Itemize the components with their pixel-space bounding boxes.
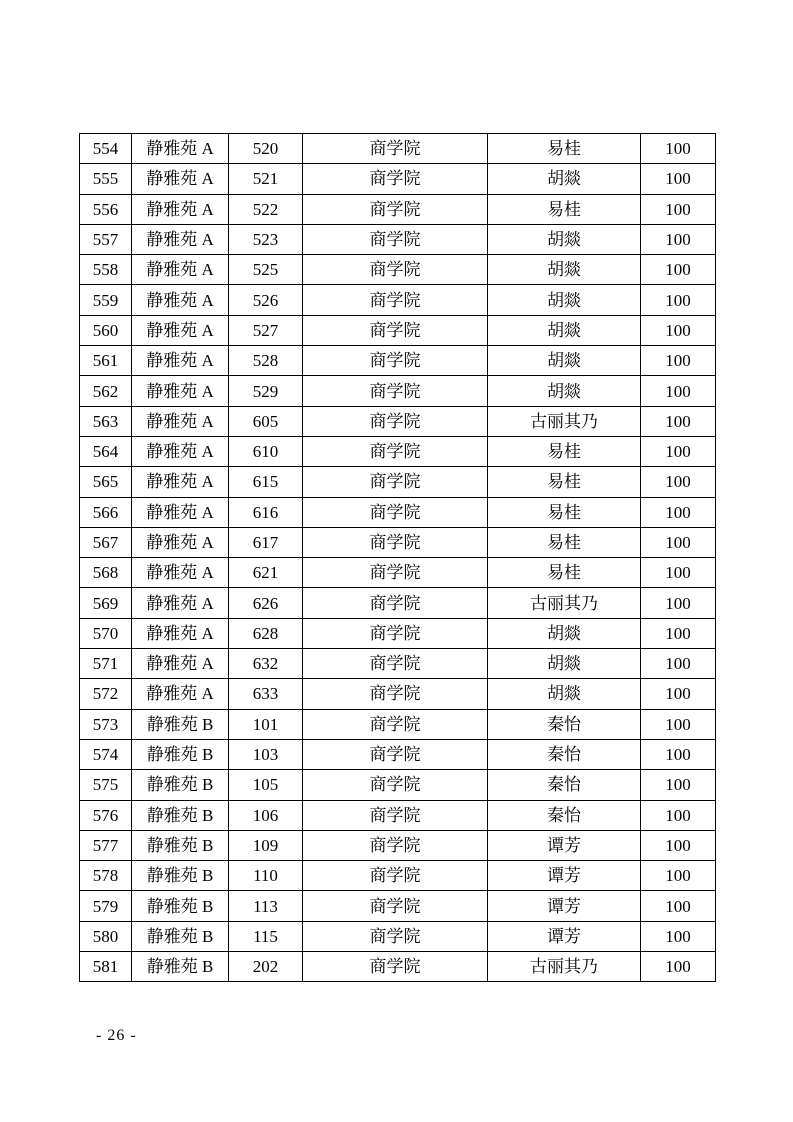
room-number-cell: 113: [229, 891, 303, 921]
score-cell: 100: [641, 679, 716, 709]
table-body: [80, 134, 716, 982]
room-number-cell: 523: [229, 224, 303, 254]
row-number-cell: 571: [80, 649, 132, 679]
building-cell: 静雅苑 A: [132, 346, 229, 376]
room-number-cell: 617: [229, 527, 303, 557]
table-row: [80, 952, 716, 982]
row-number-cell: 578: [80, 861, 132, 891]
row-number-cell: 565: [80, 467, 132, 497]
score-cell: 100: [641, 436, 716, 466]
score-cell: 100: [641, 255, 716, 285]
table-row: [80, 588, 716, 618]
inspector-cell: 易桂: [488, 467, 641, 497]
college-cell: 商学院: [303, 406, 488, 436]
row-number-cell: 556: [80, 194, 132, 224]
building-cell: 静雅苑 A: [132, 255, 229, 285]
row-number-cell: 579: [80, 891, 132, 921]
room-number-cell: 527: [229, 315, 303, 345]
college-cell: 商学院: [303, 285, 488, 315]
table-row: [80, 467, 716, 497]
inspector-cell: 易桂: [488, 134, 641, 164]
score-cell: 100: [641, 800, 716, 830]
room-number-cell: 628: [229, 618, 303, 648]
inspector-cell: 胡燚: [488, 164, 641, 194]
inspection-table: [79, 133, 716, 982]
inspector-cell: 胡燚: [488, 679, 641, 709]
college-cell: 商学院: [303, 558, 488, 588]
table-row: [80, 709, 716, 739]
room-number-cell: 633: [229, 679, 303, 709]
building-cell: 静雅苑 A: [132, 649, 229, 679]
building-cell: 静雅苑 A: [132, 406, 229, 436]
inspector-cell: 易桂: [488, 527, 641, 557]
room-number-cell: 621: [229, 558, 303, 588]
row-number-cell: 574: [80, 739, 132, 769]
table-row: [80, 891, 716, 921]
inspector-cell: 谭芳: [488, 861, 641, 891]
building-cell: 静雅苑 A: [132, 224, 229, 254]
inspector-cell: 胡燚: [488, 255, 641, 285]
table-row: [80, 861, 716, 891]
inspector-cell: 胡燚: [488, 649, 641, 679]
table-row: [80, 194, 716, 224]
inspector-cell: 胡燚: [488, 346, 641, 376]
inspector-cell: 秦怡: [488, 770, 641, 800]
inspector-cell: 古丽其乃: [488, 952, 641, 982]
room-number-cell: 109: [229, 830, 303, 860]
room-number-cell: 615: [229, 467, 303, 497]
room-number-cell: 610: [229, 436, 303, 466]
college-cell: 商学院: [303, 861, 488, 891]
room-number-cell: 520: [229, 134, 303, 164]
table-row: [80, 830, 716, 860]
college-cell: 商学院: [303, 709, 488, 739]
score-cell: 100: [641, 376, 716, 406]
row-number-cell: 558: [80, 255, 132, 285]
score-cell: 100: [641, 618, 716, 648]
room-number-cell: 529: [229, 376, 303, 406]
table-row: [80, 618, 716, 648]
college-cell: 商学院: [303, 800, 488, 830]
row-number-cell: 559: [80, 285, 132, 315]
score-cell: 100: [641, 861, 716, 891]
score-cell: 100: [641, 224, 716, 254]
building-cell: 静雅苑 B: [132, 952, 229, 982]
building-cell: 静雅苑 A: [132, 285, 229, 315]
row-number-cell: 561: [80, 346, 132, 376]
table-row: [80, 527, 716, 557]
building-cell: 静雅苑 A: [132, 527, 229, 557]
row-number-cell: 580: [80, 921, 132, 951]
row-number-cell: 576: [80, 800, 132, 830]
score-cell: 100: [641, 497, 716, 527]
table-row: [80, 921, 716, 951]
table-row: [80, 800, 716, 830]
college-cell: 商学院: [303, 891, 488, 921]
room-number-cell: 522: [229, 194, 303, 224]
building-cell: 静雅苑 A: [132, 558, 229, 588]
room-number-cell: 525: [229, 255, 303, 285]
row-number-cell: 557: [80, 224, 132, 254]
building-cell: 静雅苑 A: [132, 376, 229, 406]
score-cell: 100: [641, 467, 716, 497]
college-cell: 商学院: [303, 436, 488, 466]
table-row: [80, 649, 716, 679]
inspector-cell: 古丽其乃: [488, 406, 641, 436]
row-number-cell: 567: [80, 527, 132, 557]
table-row: [80, 739, 716, 769]
inspector-cell: 秦怡: [488, 739, 641, 769]
score-cell: 100: [641, 285, 716, 315]
college-cell: 商学院: [303, 679, 488, 709]
score-cell: 100: [641, 709, 716, 739]
inspector-cell: 易桂: [488, 558, 641, 588]
building-cell: 静雅苑 A: [132, 164, 229, 194]
row-number-cell: 566: [80, 497, 132, 527]
building-cell: 静雅苑 B: [132, 891, 229, 921]
row-number-cell: 563: [80, 406, 132, 436]
row-number-cell: 581: [80, 952, 132, 982]
score-cell: 100: [641, 346, 716, 376]
score-cell: 100: [641, 194, 716, 224]
inspector-cell: 秦怡: [488, 709, 641, 739]
college-cell: 商学院: [303, 649, 488, 679]
inspector-cell: 胡燚: [488, 618, 641, 648]
row-number-cell: 569: [80, 588, 132, 618]
score-cell: 100: [641, 952, 716, 982]
college-cell: 商学院: [303, 194, 488, 224]
college-cell: 商学院: [303, 527, 488, 557]
inspector-cell: 谭芳: [488, 921, 641, 951]
table-row: [80, 164, 716, 194]
table-row: [80, 346, 716, 376]
row-number-cell: 560: [80, 315, 132, 345]
row-number-cell: 564: [80, 436, 132, 466]
table-row: [80, 679, 716, 709]
building-cell: 静雅苑 A: [132, 588, 229, 618]
table-row: [80, 134, 716, 164]
room-number-cell: 110: [229, 861, 303, 891]
inspector-cell: 谭芳: [488, 891, 641, 921]
inspector-cell: 易桂: [488, 194, 641, 224]
score-cell: 100: [641, 558, 716, 588]
score-cell: 100: [641, 315, 716, 345]
row-number-cell: 573: [80, 709, 132, 739]
college-cell: 商学院: [303, 921, 488, 951]
table-row: [80, 285, 716, 315]
building-cell: 静雅苑 A: [132, 618, 229, 648]
row-number-cell: 570: [80, 618, 132, 648]
room-number-cell: 115: [229, 921, 303, 951]
room-number-cell: 105: [229, 770, 303, 800]
row-number-cell: 577: [80, 830, 132, 860]
table-row: [80, 224, 716, 254]
college-cell: 商学院: [303, 588, 488, 618]
college-cell: 商学院: [303, 376, 488, 406]
row-number-cell: 554: [80, 134, 132, 164]
room-number-cell: 103: [229, 739, 303, 769]
building-cell: 静雅苑 B: [132, 830, 229, 860]
score-cell: 100: [641, 739, 716, 769]
score-cell: 100: [641, 830, 716, 860]
building-cell: 静雅苑 A: [132, 194, 229, 224]
building-cell: 静雅苑 B: [132, 800, 229, 830]
score-cell: 100: [641, 891, 716, 921]
room-number-cell: 616: [229, 497, 303, 527]
building-cell: 静雅苑 B: [132, 770, 229, 800]
score-cell: 100: [641, 134, 716, 164]
room-number-cell: 106: [229, 800, 303, 830]
score-cell: 100: [641, 164, 716, 194]
building-cell: 静雅苑 A: [132, 134, 229, 164]
inspector-cell: 古丽其乃: [488, 588, 641, 618]
college-cell: 商学院: [303, 134, 488, 164]
college-cell: 商学院: [303, 224, 488, 254]
inspector-cell: 胡燚: [488, 285, 641, 315]
score-cell: 100: [641, 770, 716, 800]
room-number-cell: 526: [229, 285, 303, 315]
inspector-cell: 胡燚: [488, 376, 641, 406]
room-number-cell: 626: [229, 588, 303, 618]
college-cell: 商学院: [303, 346, 488, 376]
room-number-cell: 202: [229, 952, 303, 982]
score-cell: 100: [641, 406, 716, 436]
table-row: [80, 376, 716, 406]
row-number-cell: 572: [80, 679, 132, 709]
row-number-cell: 555: [80, 164, 132, 194]
building-cell: 静雅苑 B: [132, 861, 229, 891]
inspector-cell: 谭芳: [488, 830, 641, 860]
row-number-cell: 575: [80, 770, 132, 800]
college-cell: 商学院: [303, 830, 488, 860]
score-cell: 100: [641, 921, 716, 951]
table-row: [80, 255, 716, 285]
college-cell: 商学院: [303, 255, 488, 285]
college-cell: 商学院: [303, 618, 488, 648]
college-cell: 商学院: [303, 770, 488, 800]
table-row: [80, 406, 716, 436]
table-row: [80, 436, 716, 466]
inspector-cell: 秦怡: [488, 800, 641, 830]
inspector-cell: 易桂: [488, 497, 641, 527]
table-row: [80, 315, 716, 345]
building-cell: 静雅苑 A: [132, 315, 229, 345]
score-cell: 100: [641, 649, 716, 679]
room-number-cell: 632: [229, 649, 303, 679]
building-cell: 静雅苑 A: [132, 467, 229, 497]
college-cell: 商学院: [303, 315, 488, 345]
score-cell: 100: [641, 588, 716, 618]
room-number-cell: 101: [229, 709, 303, 739]
inspector-cell: 易桂: [488, 436, 641, 466]
room-number-cell: 521: [229, 164, 303, 194]
building-cell: 静雅苑 B: [132, 739, 229, 769]
college-cell: 商学院: [303, 164, 488, 194]
building-cell: 静雅苑 B: [132, 709, 229, 739]
college-cell: 商学院: [303, 739, 488, 769]
building-cell: 静雅苑 A: [132, 436, 229, 466]
room-number-cell: 605: [229, 406, 303, 436]
table-row: [80, 770, 716, 800]
row-number-cell: 568: [80, 558, 132, 588]
room-number-cell: 528: [229, 346, 303, 376]
building-cell: 静雅苑 A: [132, 497, 229, 527]
inspector-cell: 胡燚: [488, 315, 641, 345]
building-cell: 静雅苑 A: [132, 679, 229, 709]
table-row: [80, 497, 716, 527]
score-cell: 100: [641, 527, 716, 557]
row-number-cell: 562: [80, 376, 132, 406]
page-number: - 26 -: [96, 1027, 137, 1044]
building-cell: 静雅苑 B: [132, 921, 229, 951]
table-row: [80, 558, 716, 588]
college-cell: 商学院: [303, 952, 488, 982]
inspector-cell: 胡燚: [488, 224, 641, 254]
college-cell: 商学院: [303, 467, 488, 497]
college-cell: 商学院: [303, 497, 488, 527]
